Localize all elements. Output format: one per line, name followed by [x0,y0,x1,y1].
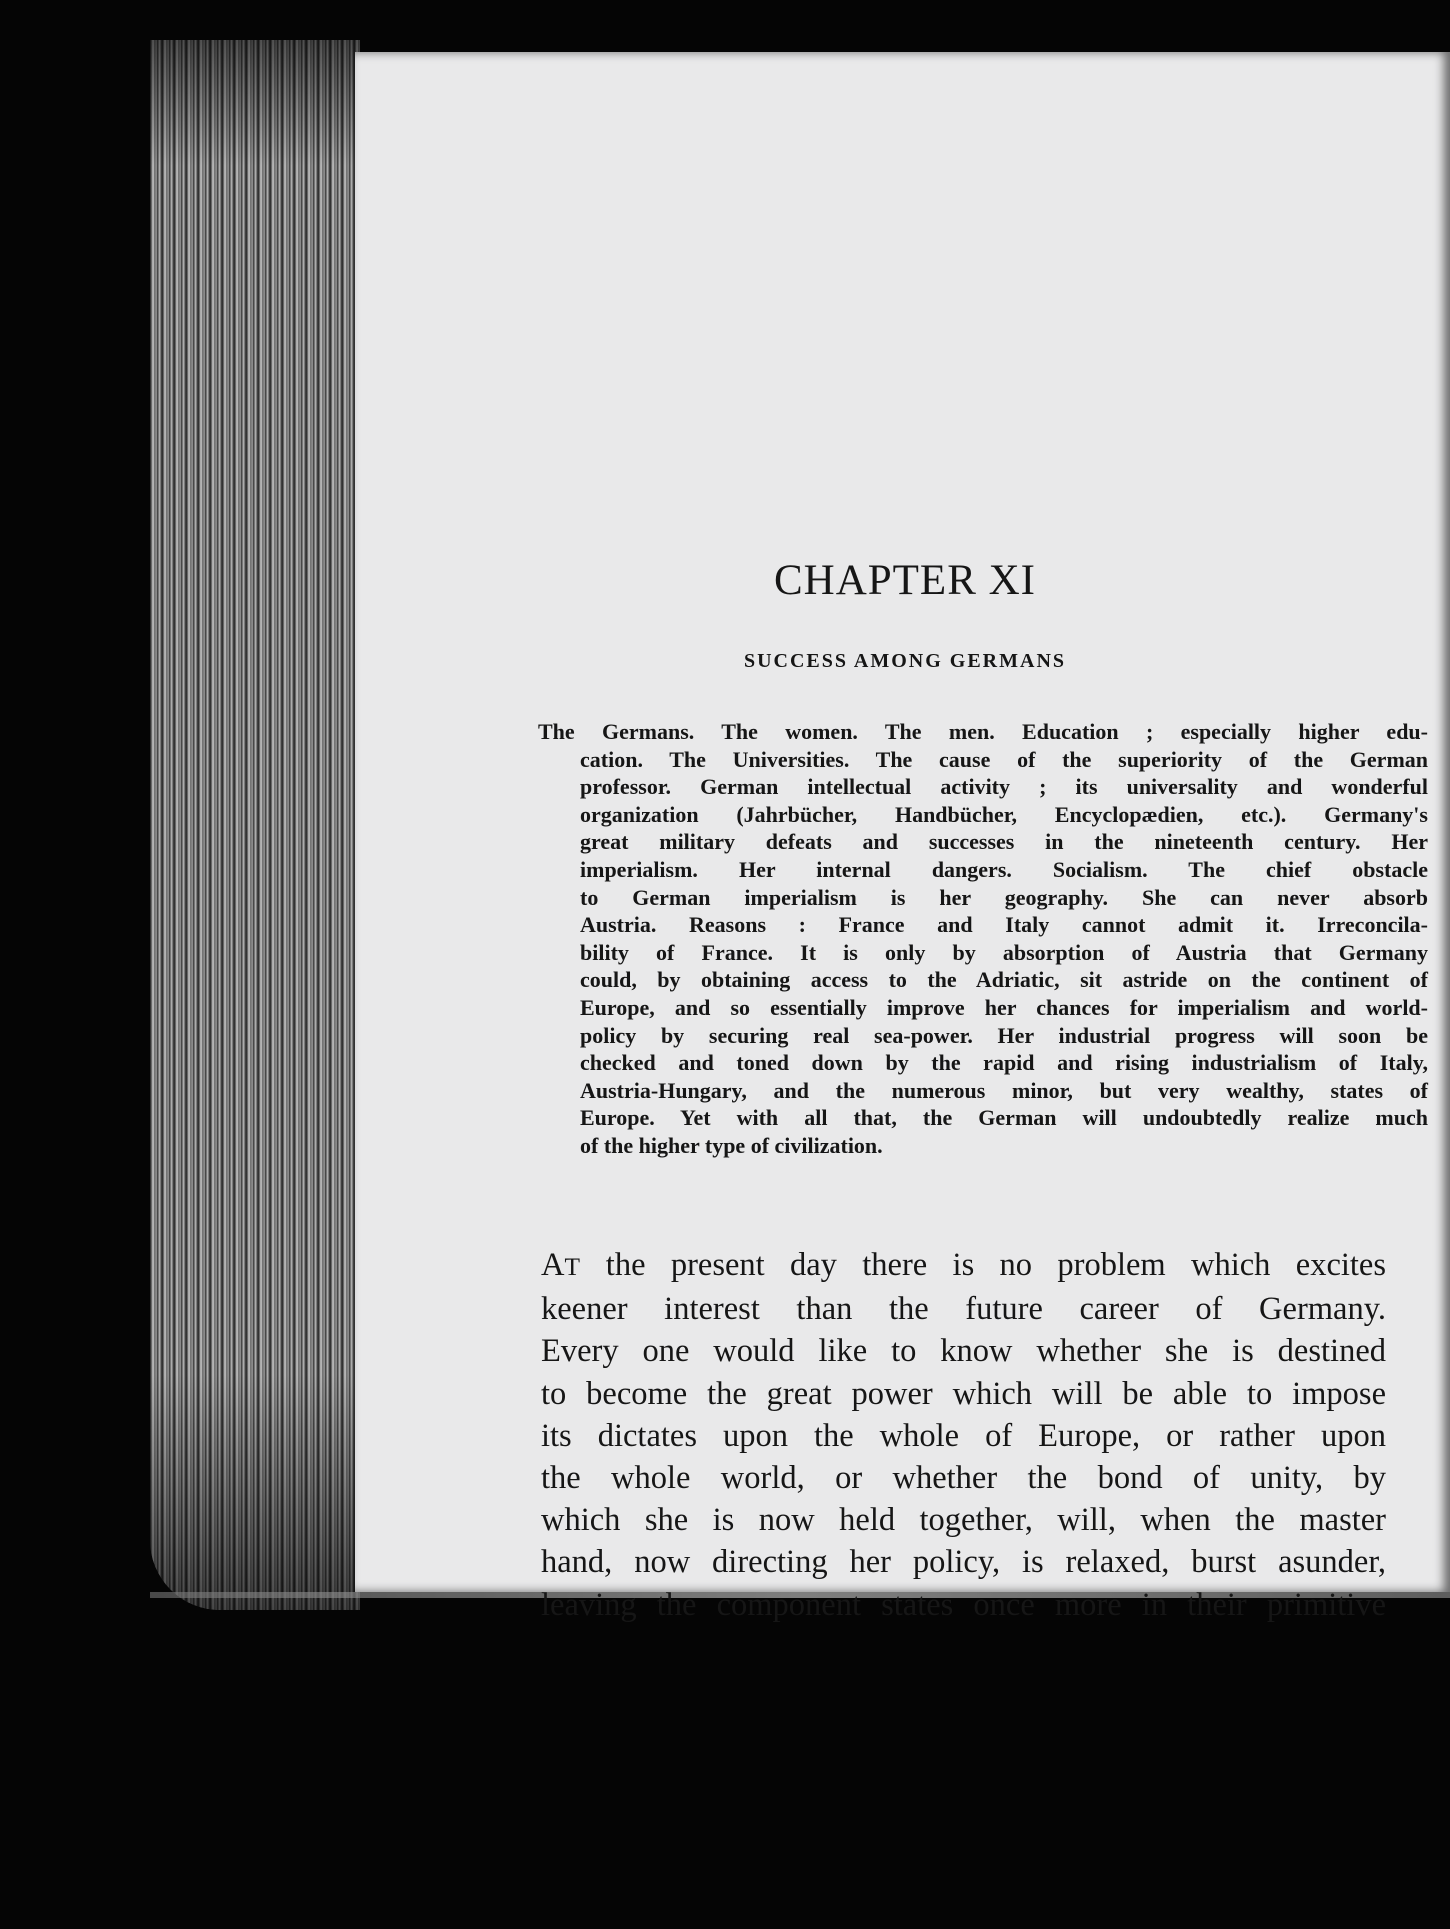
synopsis-line: to German imperialism is her geography. She can never absorb [580,884,1428,910]
synopsis-line: The Germans. The women. The men. Education ; especially higher edu- [538,719,1428,744]
body-line: keener interest than the future career of Germany. [541,1291,1386,1328]
synopsis-line: policy by securing real sea-power. Her industrial progress will soon be [580,1022,1428,1048]
synopsis-line: bility of France. It is only by absorption of Austria that Germany [580,939,1428,965]
body-line: to become the great power which will be able to impose [541,1375,1386,1412]
page-edges [150,40,360,1610]
synopsis-line: professor. German intellectual activity ; its universality and wonderful [580,774,1428,800]
synopsis-line: cation. The Universities. The cause of the superiority of the German [580,746,1428,772]
synopsis-line: organization (Jahrbücher, Handbücher, Encyclopædien, etc.). Germany's [580,801,1428,827]
chapter-title: CHAPTER XI [773,557,1037,604]
synopsis-line: great military defeats and successes in the nineteenth century. Her [580,829,1428,855]
body-line: its dictates upon the whole of Europe, or rather upon [541,1417,1386,1454]
synopsis-line: Austria-Hungary, and the numerous minor, but very wealthy, states of [580,1077,1428,1103]
body-line [541,1244,1386,1288]
body-paragraph [541,1244,1386,1626]
body-line-text: the present day there is no problem which excites [580,1247,1386,1283]
synopsis-line: checked and toned down by the rapid and rising industrialism of Italy, [580,1050,1428,1076]
synopsis-line: imperialism. Her internal dangers. Socialism. The chief obstacle [580,856,1428,882]
body-line: Every one would like to know whether she is destined [541,1333,1386,1370]
synopsis-line: could, by obtaining access to the Adriatic, sit astride on the continent of [580,967,1428,993]
body-line: which she is now held together, will, when the master [541,1502,1386,1539]
body-line: hand, now directing her policy, is relaxed, burst asunder, [541,1544,1386,1581]
initial-letter: A [541,1247,565,1283]
chapter-synopsis [538,718,1428,1160]
synopsis-line: Europe. Yet with all that, the German will undoubtedly realize much [580,1105,1428,1131]
chapter-subtitle: SUCCESS AMONG GERMANS [743,650,1067,672]
synopsis-line: Europe, and so essentially improve her chances for imperialism and world- [580,994,1428,1020]
small-caps-letter: T [564,1253,581,1281]
synopsis-line: of the higher type of civilization. [580,1132,883,1158]
body-line: the whole world, or whether the bond of unity, by [541,1460,1386,1497]
synopsis-line: Austria. Reasons : France and Italy cannot admit it. Irreconcila- [580,912,1428,938]
body-line: leaving the component states once more in their primitive [541,1586,1386,1623]
